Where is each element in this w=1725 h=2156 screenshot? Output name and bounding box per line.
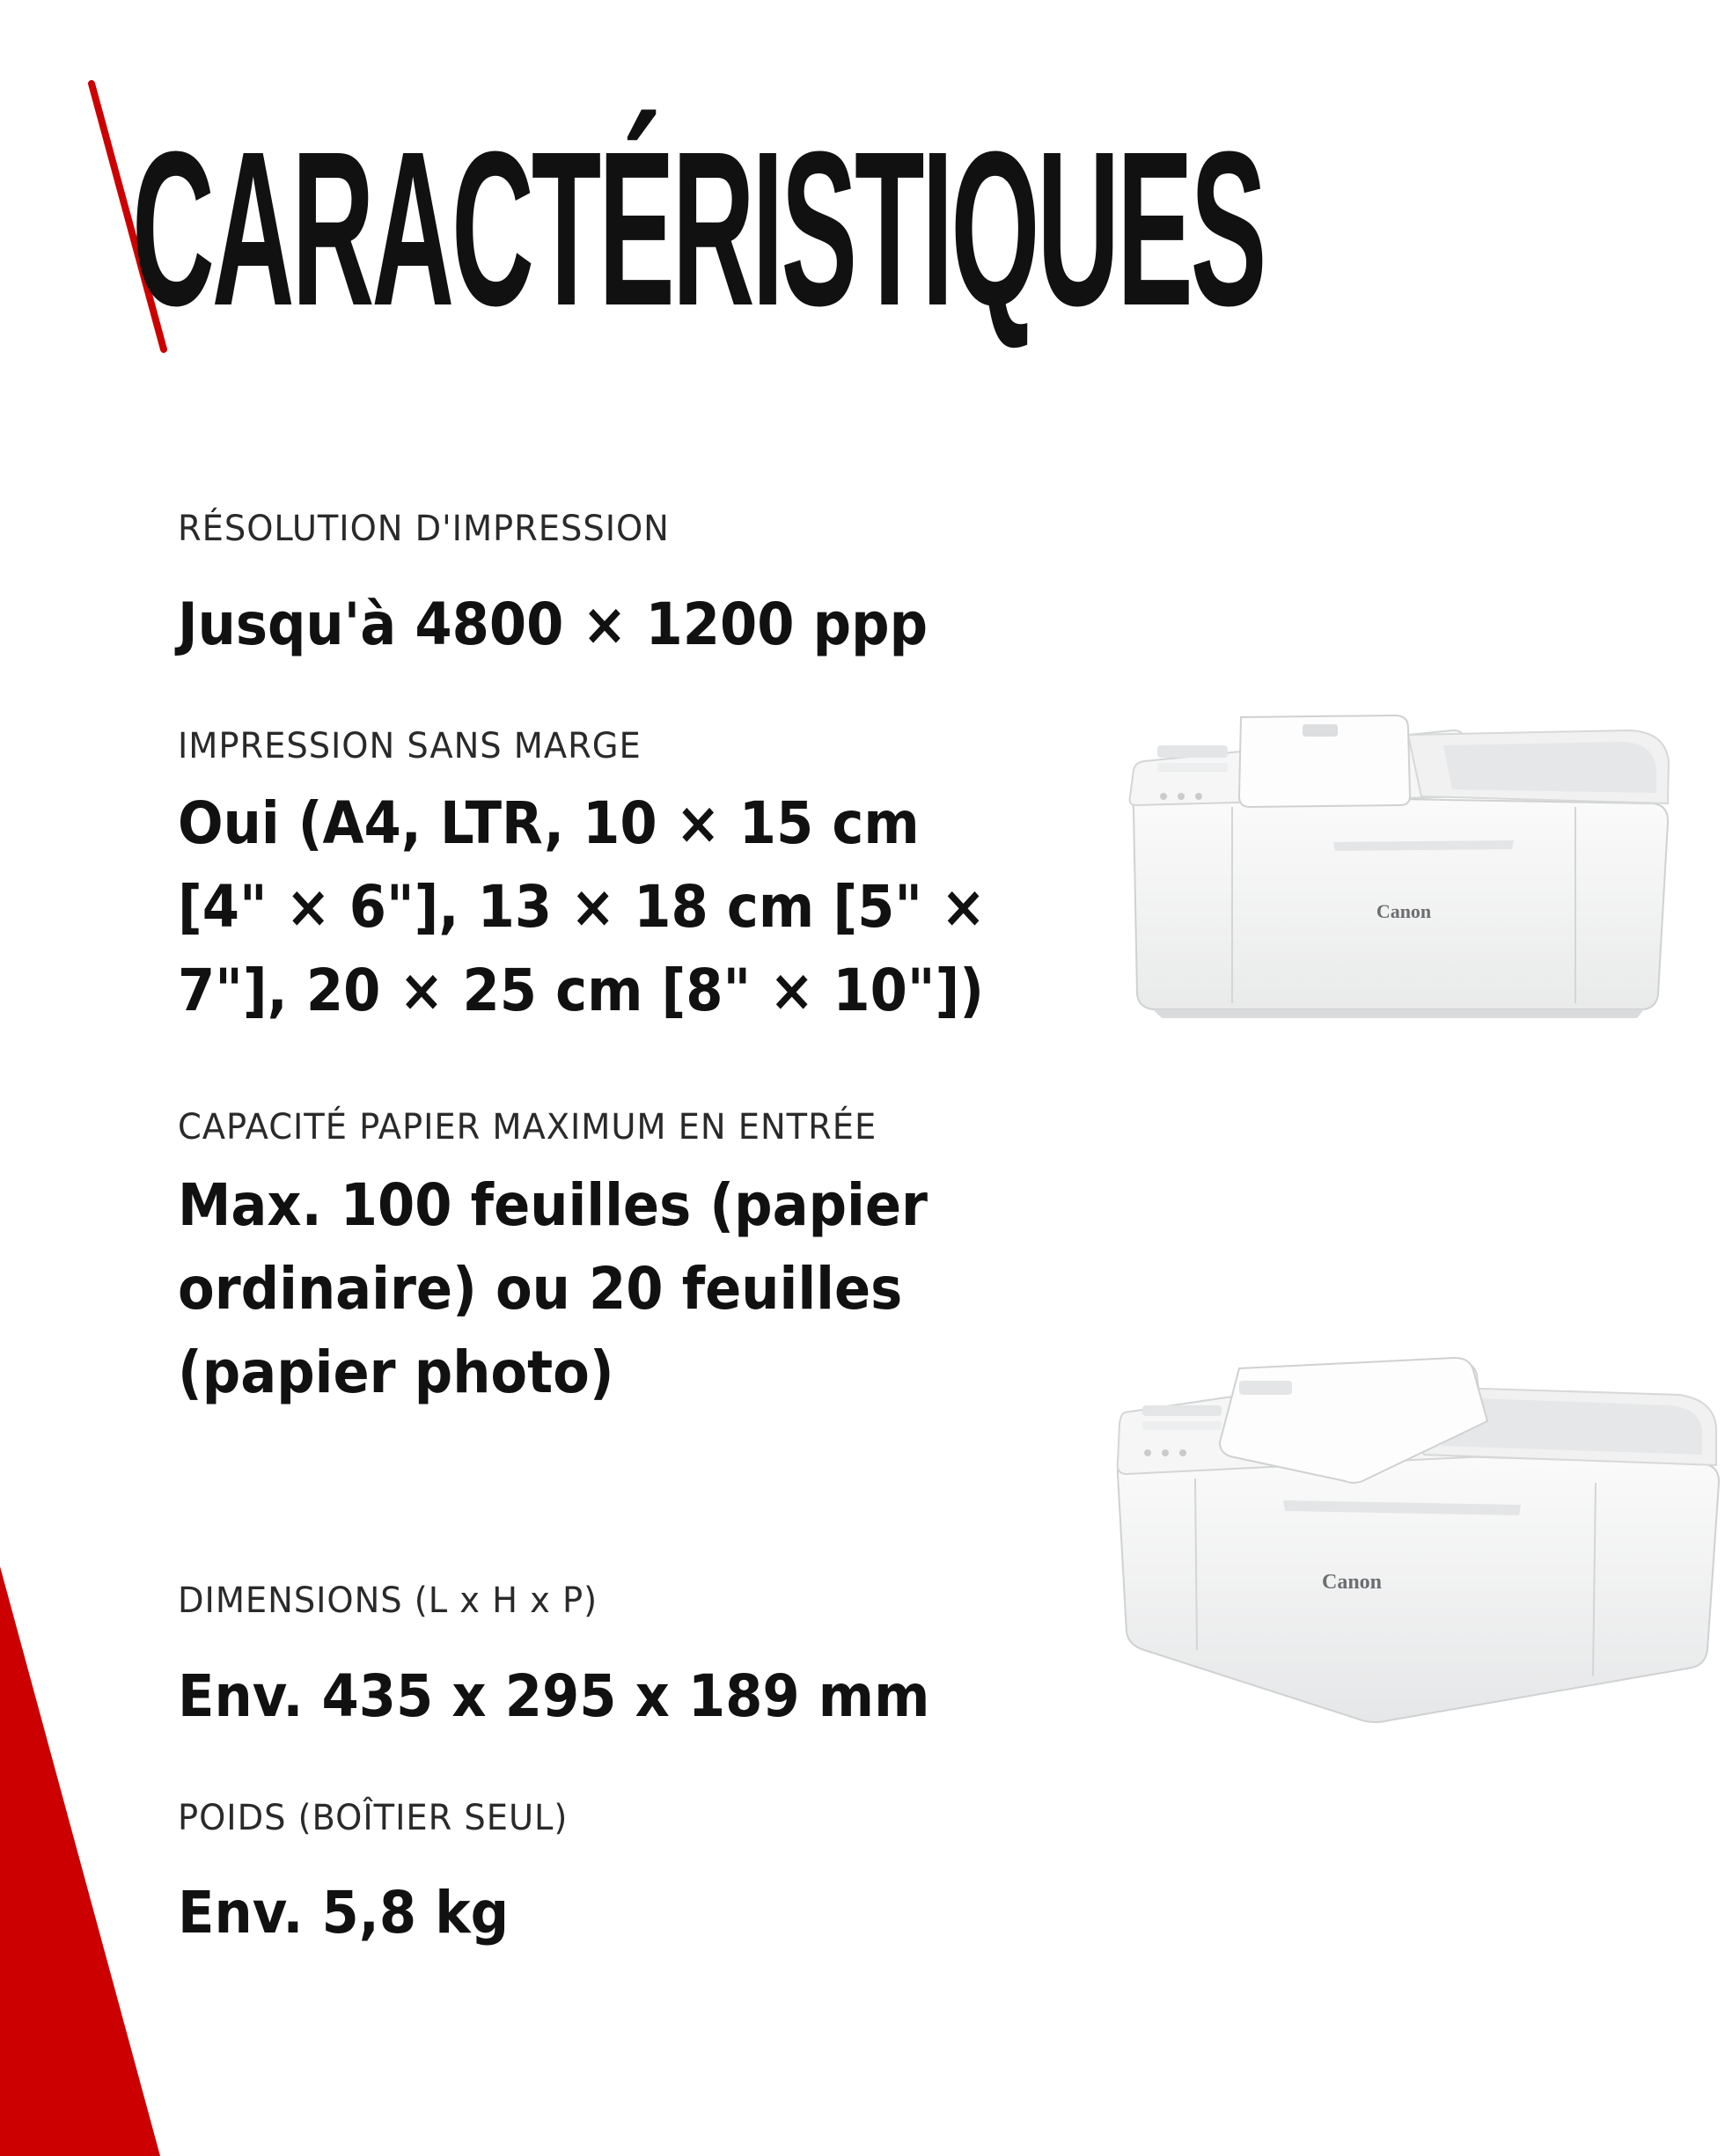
spec-value-paper-capacity: Max. 100 feuilles (papier ordinaire) ou 20 feuilles (papier photo) — [178, 1171, 928, 1406]
spec-value-weight: Env. 5,8 kg — [178, 1879, 510, 1947]
spec-label-borderless: IMPRESSION SANS MARGE — [178, 726, 642, 766]
spec-value-borderless: Oui (A4, LTR, 10 × 15 cm [4" × 6"], 13 × 18 cm [5" × 7"], 20 × 25 cm [8" × 10"]) — [178, 789, 986, 1024]
printer-brand-logo-2: Canon — [1321, 1571, 1383, 1594]
spec-label-dimensions: DIMENSIONS (L x H x P) — [178, 1580, 598, 1621]
page-title: CARACTÉRISTIQUES — [132, 106, 1265, 351]
printer-image-front — [1118, 708, 1681, 1021]
printer-image-angle — [1107, 1351, 1723, 1731]
spec-value-resolution: Jusqu'à 4800 × 1200 ppp — [178, 590, 929, 658]
spec-label-weight: POIDS (BOÎTIER SEUL) — [178, 1798, 569, 1838]
spec-value-dimensions: Env. 435 x 295 x 189 mm — [178, 1662, 930, 1730]
spec-label-paper-capacity: CAPACITÉ PAPIER MAXIMUM EN ENTRÉE — [178, 1107, 877, 1148]
printer-brand-logo-1: Canon — [1376, 900, 1432, 922]
red-corner-shape — [0, 1566, 160, 2156]
spec-label-resolution: RÉSOLUTION D'IMPRESSION — [178, 509, 670, 549]
